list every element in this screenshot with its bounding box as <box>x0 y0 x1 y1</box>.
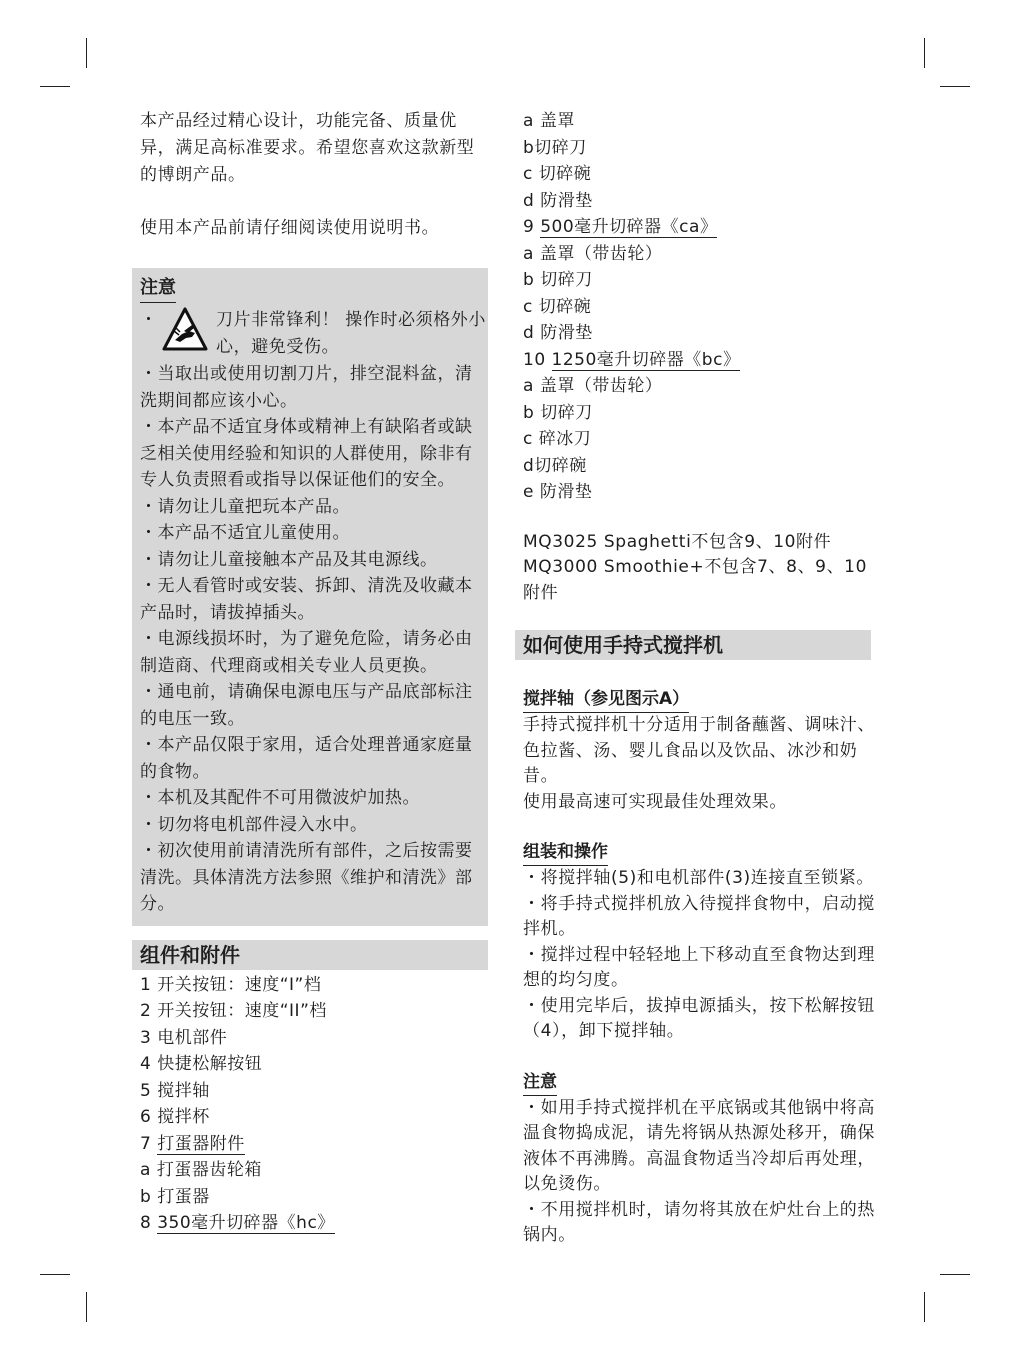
shaft-tip: 使用最高速可实现最佳处理效果。 <box>523 791 787 812</box>
component-label: 切碎刀 <box>540 270 593 290</box>
component-label: 切碎刀 <box>540 402 593 423</box>
component-label: 开关按钮：速度“I”档 <box>157 974 322 995</box>
safety-warning-box <box>132 268 488 926</box>
crop-mark <box>40 1274 70 1275</box>
component-label: 防滑垫 <box>540 323 593 343</box>
component-item <box>523 108 879 135</box>
component-number: 9 <box>523 217 541 237</box>
warning-item: ・无人看管时或安装、拆卸、清洗及收藏本产品时，请拔掉插头。 <box>140 576 473 623</box>
component-number: 3 <box>140 1027 158 1048</box>
component-item <box>140 1025 490 1052</box>
component-label: 盖罩 <box>539 111 575 131</box>
component-item <box>523 161 879 188</box>
model-note: MQ3025 Spaghetti不包含9、10附件 <box>523 531 832 552</box>
components-list-continued <box>523 108 879 506</box>
component-item <box>523 426 879 453</box>
crop-mark <box>40 86 70 87</box>
warning-item: ・切勿将电机部件浸入水中。 <box>140 814 368 835</box>
model-note: MQ3000 Smoothie+不包含7、8、9、10附件 <box>523 557 868 603</box>
component-number: c <box>523 296 539 317</box>
component-label: 搅拌杯 <box>157 1107 210 1127</box>
component-label: 电机部件 <box>157 1027 228 1048</box>
warning-item: ・请勿让儿童把玩本产品。 <box>140 496 350 517</box>
component-number: c <box>523 164 539 184</box>
component-label: 切碎碗 <box>534 455 587 476</box>
component-item <box>523 214 879 241</box>
shaft-subtitle: 搅拌轴（参见图示A） <box>523 686 689 713</box>
component-label: 350毫升切碎器《hc》 <box>157 1213 335 1233</box>
component-number: c <box>523 429 539 449</box>
component-label: 开关按钮：速度“II”档 <box>157 1001 327 1021</box>
warning-item: ・通电前，请确保电源电压与产品底部标注的电压一致。 <box>140 682 473 729</box>
component-item <box>140 1184 490 1211</box>
component-label: 碎冰刀 <box>538 429 592 449</box>
component-number: d <box>523 323 541 343</box>
component-item <box>523 347 879 374</box>
howto-heading: 如何使用手持式搅拌机 <box>515 630 871 660</box>
component-item <box>523 373 879 400</box>
component-item <box>140 998 490 1025</box>
component-number: 8 <box>140 1213 158 1233</box>
component-number: b <box>523 270 541 290</box>
note-list <box>523 1096 879 1249</box>
warning-item: ・请勿让儿童接触本产品及其电源线。 <box>140 549 438 570</box>
component-number: a <box>523 243 540 264</box>
component-item <box>523 267 879 294</box>
component-number: d <box>523 190 541 211</box>
component-number: 7 <box>140 1133 158 1154</box>
components-heading: 组件和附件 <box>132 940 488 970</box>
assembly-step: ・使用完毕后，拔掉电源插头，按下松解按钮（4），卸下搅拌轴。 <box>523 995 875 1041</box>
component-number: b <box>523 137 535 158</box>
component-label: 打蛋器齿轮箱 <box>156 1160 262 1180</box>
component-label: 打蛋器附件 <box>157 1133 245 1154</box>
assembly-step: ・将搅拌轴(5)和电机部件(3)连接直至锁紧。 <box>523 868 874 888</box>
assembly-subtitle: 组装和操作 <box>523 839 608 866</box>
component-item <box>140 1051 490 1078</box>
warning-item: ・初次使用前请清洗所有部件，之后按需要清洗。具体清洗方法参照《维护和清洗》部分。 <box>140 841 473 914</box>
component-number: e <box>523 482 540 502</box>
assembly-step: ・搅拌过程中轻轻地上下移动直至食物达到理想的均匀度。 <box>523 944 875 990</box>
component-label: 快捷松解按钮 <box>157 1054 263 1074</box>
component-label: 1250毫升切碎器《bc》 <box>551 349 741 370</box>
left-column <box>140 108 490 1237</box>
right-column <box>523 108 879 1249</box>
component-item <box>523 294 879 321</box>
note-subtitle: 注意 <box>523 1069 557 1096</box>
assembly-list <box>523 866 879 1045</box>
component-item <box>523 135 879 162</box>
component-number: 4 <box>140 1054 158 1074</box>
component-number: 1 <box>140 974 158 995</box>
read-manual-paragraph: 使用本产品前请仔细阅读使用说明书。 <box>140 218 440 238</box>
component-label: 防滑垫 <box>540 190 593 211</box>
crop-mark <box>86 38 87 68</box>
component-item <box>523 241 879 268</box>
component-item <box>140 972 490 999</box>
component-number: 5 <box>140 1080 158 1101</box>
component-item <box>140 1210 490 1237</box>
warning-title: 注意 <box>140 274 176 303</box>
crop-mark <box>940 1274 970 1275</box>
component-label: 打蛋器 <box>157 1186 210 1207</box>
warning-list <box>140 361 486 918</box>
component-item <box>140 1157 490 1184</box>
component-number: b <box>140 1186 158 1207</box>
crop-mark <box>86 1292 87 1322</box>
component-number: 2 <box>140 1001 158 1021</box>
component-label: 防滑垫 <box>539 482 593 502</box>
component-label: 搅拌轴 <box>157 1080 210 1101</box>
component-number: 6 <box>140 1107 158 1127</box>
component-item <box>523 479 879 506</box>
shaft-paragraph: 手持式搅拌机十分适用于制备蘸酱、调味汁、色拉酱、汤、婴儿食品以及饮品、冰沙和奶昔。 <box>523 715 875 786</box>
component-number: b <box>523 402 541 423</box>
component-number: 10 <box>523 349 552 370</box>
components-list <box>140 972 490 1237</box>
component-label: 盖罩（带齿轮） <box>539 376 663 396</box>
component-number: d <box>523 455 535 476</box>
note-item: ・如用手持式搅拌机在平底锅或其他锅中将高温食物捣成泥，请先将锅从热源处移开，确保液体不再沸腾。高温食物适当冷却后再处理，以免烫伤。 <box>523 1097 875 1194</box>
warning-item: ・本产品仅限于家用，适合处理普通家庭量的食物。 <box>140 735 473 782</box>
component-number: a <box>140 1160 157 1180</box>
intro-paragraph: 本产品经过精心设计，功能完备、质量优异，满足高标准要求。希望您喜欢这款新型的博朗产品。 <box>140 111 475 185</box>
component-label: 切碎刀 <box>534 137 587 158</box>
component-item <box>523 188 879 215</box>
component-item <box>140 1131 490 1158</box>
sharp-blade-warning-icon <box>162 307 208 351</box>
note-item: ・不用搅拌机时，请勿将其放在炉灶台上的热锅内。 <box>523 1199 875 1245</box>
warning-item: ・本产品不适宜儿童使用。 <box>140 523 350 543</box>
component-item <box>523 400 879 427</box>
crop-mark <box>940 86 970 87</box>
component-number: a <box>523 376 540 396</box>
component-label: 500毫升切碎器《ca》 <box>540 217 718 237</box>
component-item <box>140 1104 490 1131</box>
crop-mark <box>924 38 925 68</box>
warning-item: ・电源线损坏时，为了避免危险，请务必由制造商、代理商或相关专业人员更换。 <box>140 629 473 676</box>
warning-item: ・本机及其配件不可用微波炉加热。 <box>140 788 420 808</box>
crop-mark <box>924 1292 925 1322</box>
component-number: a <box>523 111 540 131</box>
component-item <box>140 1078 490 1105</box>
component-item <box>523 453 879 480</box>
blade-warning-row <box>140 307 486 361</box>
warning-item: ・本产品不适宜身体或精神上有缺陷者或缺乏相关使用经验和知识的人群使用，除非有专人负责照看或指导以保证他们的安全。 <box>140 417 473 490</box>
component-label: 切碎碗 <box>538 296 592 317</box>
component-label: 盖罩（带齿轮） <box>539 243 663 264</box>
assembly-step: ・将手持式搅拌机放入待搅拌食物中，启动搅拌机。 <box>523 893 875 939</box>
component-item <box>523 320 879 347</box>
blade-warning-text: 刀片非常锋利！ 操作时必须格外小心，避免受伤。 <box>216 310 487 357</box>
warning-item: ・当取出或使用切割刀片，排空混料盆，清洗期间都应该小心。 <box>140 364 473 411</box>
bullet: ・ <box>140 310 157 330</box>
component-label: 切碎碗 <box>538 164 592 184</box>
